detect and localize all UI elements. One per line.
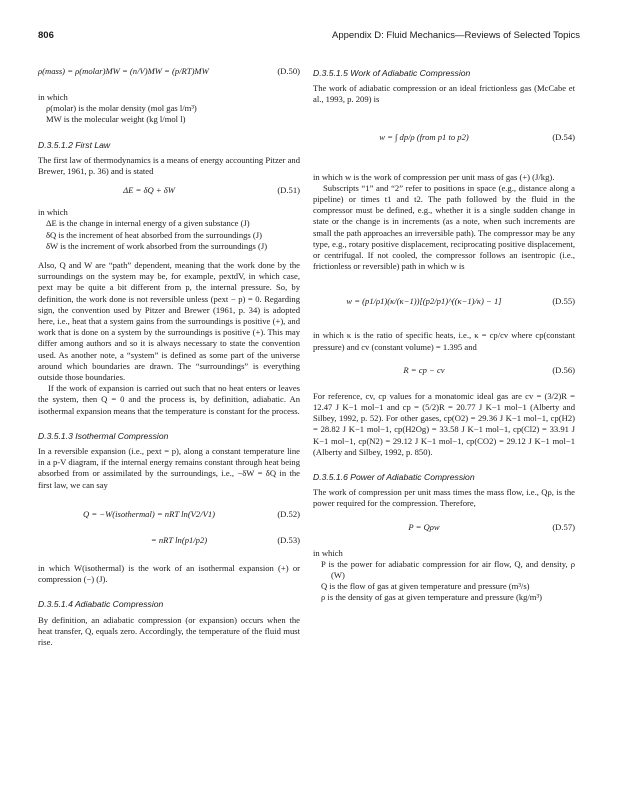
paragraph-reference-values: For reference, cv, cp values for a monatomic ideal gas are cv = (3/2)R = 12.47 J K−1 mol−1 and cp = (5/2)R = 20.77 J K−1 mol−1 (Alberty and Silbey, 1992, p. 52). For other gases, cp(O2) = 29.36 J K−1 mol−1, cp(H2) = 28.82 J K−1 mol−1, cp(H2Og) = 33.58 J K−1 mol−1, cp(Cl2) = 33.91 J K−1 mol−1, cp(N2) = 29.12 J K−1 mol−1, cp(CO2) = 29.12 J K−1 mol−1 (Alberty and Silbey, 1992, p. 850). [313,390,575,457]
left-column [38,62,300,648]
definition-power: P is the power for adiabatic compression for air flow, Q, and density, ρ (W) [321,558,575,581]
definition-flow: Q is the flow of gas at given temperature and pressure (m³/s) [321,581,530,592]
paragraph-specific-heats: in which κ is the ratio of specific heats, i.e., κ = cp/cv where cp(constant pressure) and cv (constant volume) = 1.395 and [313,330,575,352]
section-power-adiabatic: D.3.5.1.6 Power of Adiabatic Compression [313,472,475,483]
definition-mw: MW is the molecular weight (kg l/mol l) [46,114,186,125]
paragraph-work-adiabatic: The work of adiabatic compression or an ideal frictionless gas (McCabe et al., 1993, p. 209) is [313,83,575,105]
equation-d53 [38,531,300,553]
paragraph-path-dependent: Also, Q and W are “path” dependent, meaning that the work done by the surroundings on the system may be, for example, pextdV, in which case, pext may be quite a bit different from p, the internal pressure. So, by definition, the work done is not reversible unless (pext − p) = 0. Regarding sign, the convention used by Pitzer and Brewer (1961, p. 34) is adopted here, i.e., heat that a system gains from the surroundings is positive (+), and work that is done on a system by the surroundings is positive (+). This may differ among authors and so it is always necessary to state the convention used. As another note, a “system” is defined as some part of the universe around which boundaries are drawn. The “surroundings” is everything outside those boundaries. [38,260,300,383]
equation-d53-number: (D.53) [277,534,300,545]
definition-delta-e: ΔE is the change in internal energy of a given substance (J) [46,218,250,229]
equation-d52 [38,505,300,527]
paragraph-first-law: The first law of thermodynamics is a means of energy accounting Pitzer and Brewer, 1961, p. 36) and is stated [38,154,300,177]
section-first-law: D.3.5.1.2 First Law [38,139,111,150]
equation-d55-body: w = (p1/ρ1)(κ/(κ−1))[(p2/p1)^((κ−1)/κ) − 1] [346,296,502,307]
definition-density: ρ is the density of gas at given temperature and pressure (kg/m³) [321,592,542,603]
paragraph-subscripts: Subscripts “1” and “2” refer to positions in space (e.g., distance along a pipeline) or times t1 and t2. The path followed by the fluid in the compressor must be defined, e.g., whether it is a single sudden change in state or the change is in increments (as a note, when such increments are small the path approaches an irreversible path). The compressor may be any type, e.g., rotary positive displacement, reciprocating positive displacement, or centrifugal. If not cooled, the compressor follows an isentropic (i.e., frictionless or reversible) path in which w is [313,182,575,272]
section-isothermal: D.3.5.1.3 Isothermal Compression [38,430,169,441]
section-adiabatic-compression: D.3.5.1.4 Adiabatic Compression [38,599,164,610]
paragraph-isothermal-work: in which W(isothermal) is the work of an isothermal expansion (+) or compression (−) (J). [38,562,300,585]
right-column [313,62,575,604]
equation-d50-body: ρ(mass) = ρ(molar)MW = (n/V)MW = (p/RT)MW [38,66,209,76]
equation-d57-body: P = Qρw [408,521,440,532]
equation-d55-number: (D.55) [552,296,575,307]
equation-d54-number: (D.54) [552,131,575,142]
paragraph-adiabatic-compression: By definition, an adiabatic compression (or expansion) occurs when the heat transfer, Q, equals zero. Accordingly, the temperature of the fluid must rise. [38,614,300,647]
equation-d56-body: R = cp − cv [403,364,445,375]
section-work-adiabatic: D.3.5.1.5 Work of Adiabatic Compression [313,68,471,78]
paragraph-work-per-mass: in which w is the work of compression per unit mass of gas (+) (J/kg). [313,171,555,182]
page-number: 806 [38,30,54,41]
paragraph-isothermal: In a reversible expansion (i.e., pext = p), along a constant temperature line in a p-V diagram, if the internal energy remains constant through heat being absorbed from or assimilated by the surroundings, i.e., −δW = δQ in the first law, we can say [38,446,300,490]
equation-d51 [38,181,300,203]
in-which-label: in which [38,207,68,218]
equation-d52-body: Q = −W(isothermal) = nRT ln(V2/V1) [82,508,216,519]
equation-d56-number: (D.56) [552,364,575,375]
definition-delta-w: δW is the increment of work absorbed from the surroundings (J) [46,240,268,251]
equation-d57-number: (D.57) [552,521,575,532]
equation-d50 [38,62,300,88]
equation-d55 [313,284,575,320]
definition-rho-molar: ρ(molar) is the molar density (mol gas l/m³) [46,103,197,114]
in-which-label: in which [38,92,68,102]
equation-d52-number: (D.52) [277,508,300,519]
in-which-label: in which [313,547,343,558]
equation-d57 [313,518,575,540]
equation-d53-body: = nRT ln(p1/p2) [150,534,208,545]
paragraph-adiabatic-definition: If the work of expansion is carried out such that no heat enters or leaves the system, then Q = 0 and the process is, by definition, adiabatic. An isothermal expansion means that the temperature is constant for the process. [38,383,300,416]
equation-d54-body: w = ∫ dp/ρ (from p1 to p2) [379,131,469,142]
equation-d54 [313,116,575,164]
running-title: Appendix D: Fluid Mechanics—Reviews of Selected Topics [332,30,580,41]
equation-d51-number: (D.51) [277,185,300,196]
equation-d56 [313,361,575,383]
equation-d51-body: ΔE = δQ + δW [123,185,175,196]
definition-delta-q: δQ is the increment of heat absorbed from the surroundings (J) [46,229,262,240]
equation-d50-number: (D.50) [277,66,300,76]
paragraph-power: The work of compression per unit mass times the mass flow, i.e., Qρ, is the power required for the compression. Therefore, [313,487,575,509]
